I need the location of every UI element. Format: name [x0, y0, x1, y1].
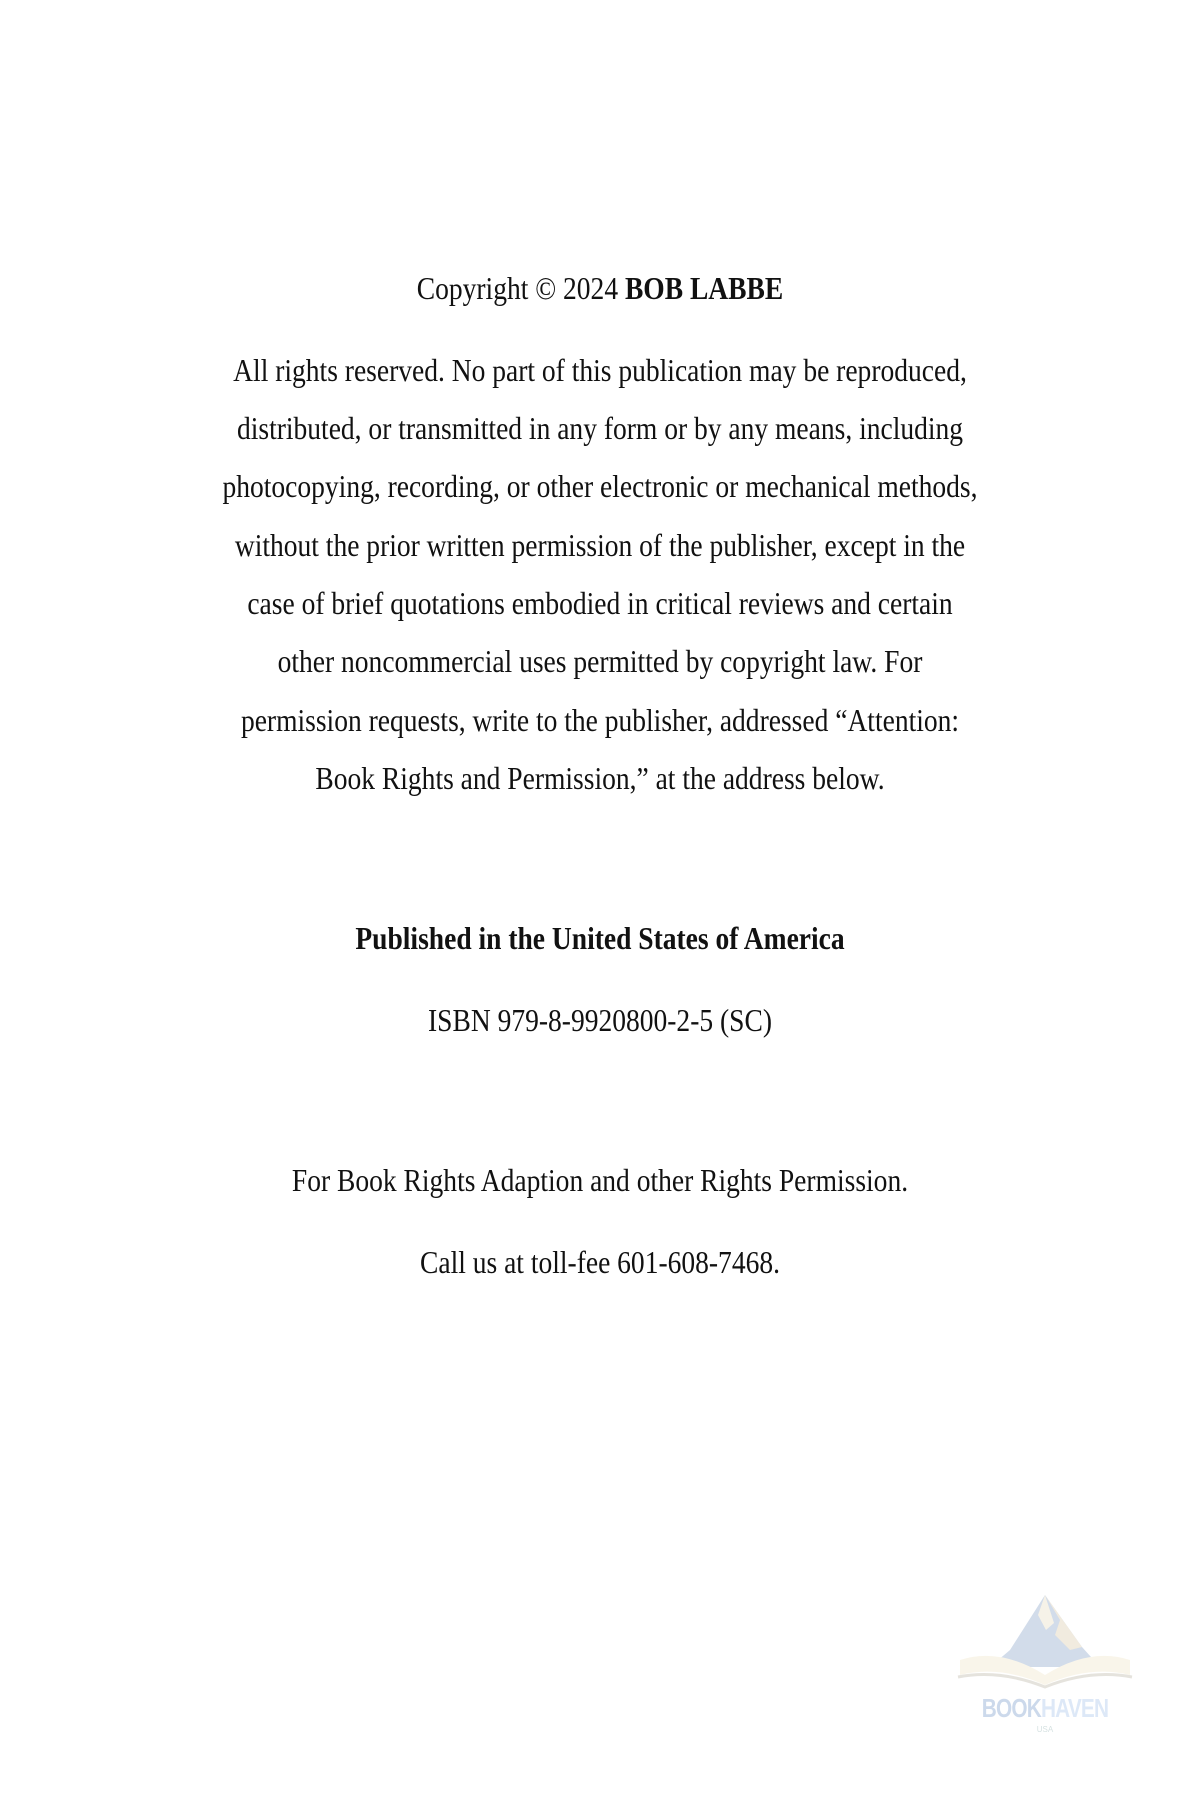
- rights-line: distributed, or transmitted in any form or by any means, including: [236, 410, 964, 446]
- rights-line: Book Rights and Permission,” at the address below.: [315, 760, 885, 796]
- rights-contact-line: For Book Rights Adaption and other Rights Permission.: [291, 1162, 909, 1198]
- rights-line: other noncommercial uses permitted by copyright law. For: [277, 643, 923, 679]
- mountain-book-icon: [950, 1575, 1140, 1700]
- rights-line: permission requests, write to the publisher, addressed “Attention:: [240, 702, 960, 738]
- phone-contact-line: Call us at toll-fee 601-608-7468.: [420, 1244, 780, 1280]
- bookhaven-logo: [950, 1575, 1140, 1745]
- logo-wordmark: [969, 1693, 1121, 1724]
- logo-word-haven: HAVEN: [1040, 1693, 1109, 1723]
- isbn: ISBN 979-8-9920800-2-5 (SC): [428, 1002, 772, 1038]
- rights-line: case of brief quotations embodied in critical reviews and certain: [247, 585, 953, 621]
- logo-word-book: BOOK: [981, 1693, 1041, 1723]
- rights-line: All rights reserved. No part of this publication may be reproduced,: [233, 352, 967, 388]
- copyright-line: [84, 268, 1116, 308]
- copyright-prefix: Copyright © 2024: [416, 270, 625, 306]
- author-name: BOB LABBE: [624, 270, 784, 306]
- logo-subtext: USA: [1036, 1725, 1054, 1734]
- published-in: Published in the United States of America: [355, 920, 845, 956]
- rights-line: without the prior written permission of the publisher, except in the: [234, 527, 966, 563]
- rights-line: photocopying, recording, or other electronic or mechanical methods,: [222, 468, 978, 504]
